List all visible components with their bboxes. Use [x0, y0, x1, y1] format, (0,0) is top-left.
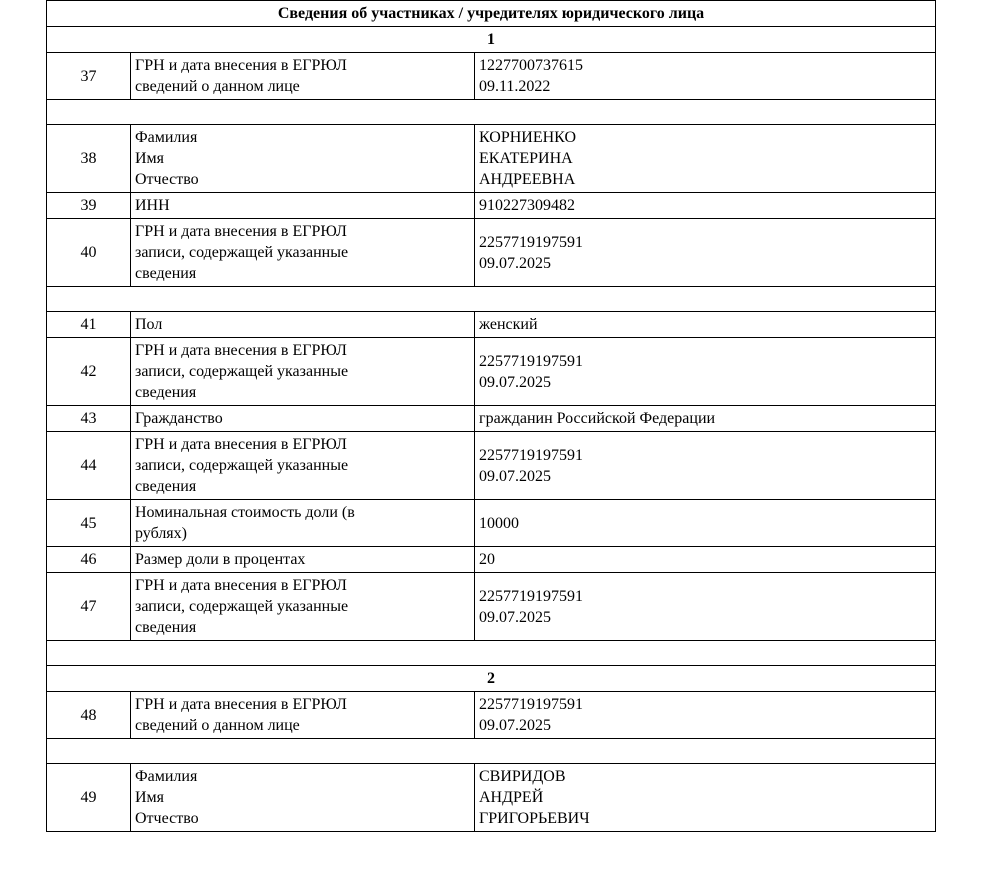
row-label: [131, 573, 475, 641]
row-label: [131, 500, 475, 547]
label-line: ГРН и дата внесения в ЕГРЮЛ: [135, 57, 347, 74]
label-line: ГРН и дата внесения в ЕГРЮЛ: [135, 577, 347, 594]
spacer-cell: [47, 641, 936, 666]
value-line: женский: [479, 316, 538, 333]
value-line: 09.11.2022: [479, 78, 551, 95]
row-number: 38: [47, 125, 131, 193]
label-line: записи, содержащей указанные: [135, 598, 349, 615]
row-number: 37: [47, 53, 131, 100]
row-value: [475, 406, 936, 432]
section-row: [47, 666, 936, 692]
row-label: [131, 406, 475, 432]
row-value: [475, 193, 936, 219]
label-line: ИНН: [135, 197, 170, 214]
value-line: 2257719197591: [479, 233, 583, 251]
row-value: [475, 125, 936, 193]
table-row: [47, 547, 936, 573]
row-number: 45: [47, 500, 131, 547]
label-line: ГРН и дата внесения в ЕГРЮЛ: [135, 342, 347, 359]
table-row: [47, 432, 936, 500]
label-line: Имя: [135, 789, 165, 806]
row-number: 43: [47, 406, 131, 432]
value-line: 09.07.2025: [479, 608, 551, 626]
label-line: сведения: [135, 478, 197, 495]
label-line: сведений о данном лице: [135, 78, 300, 95]
row-value: [475, 432, 936, 500]
row-label: [131, 312, 475, 338]
row-label: [131, 125, 475, 193]
title-row: [47, 1, 936, 27]
row-value: [475, 500, 936, 547]
table-row: [47, 406, 936, 432]
table-row: [47, 193, 936, 219]
label-line: записи, содержащей указанные: [135, 457, 349, 474]
value-line: гражданин Российской Федерации: [479, 410, 716, 427]
label-line: сведений о данном лице: [135, 717, 300, 734]
table-row: [47, 692, 936, 739]
label-line: сведения: [135, 265, 197, 282]
label-line: сведения: [135, 619, 197, 636]
section-row: [47, 27, 936, 53]
table-row: [47, 53, 936, 100]
spacer-cell: [47, 100, 936, 125]
value-line: ГРИГОРЬЕВИЧ: [479, 810, 590, 827]
table-row: [47, 219, 936, 287]
row-label: [131, 193, 475, 219]
row-value: [475, 547, 936, 573]
value-line: ЕКАТЕРИНА: [479, 150, 573, 167]
row-number: 48: [47, 692, 131, 739]
value-line: СВИРИДОВ: [479, 768, 566, 785]
row-label: [131, 338, 475, 406]
value-line: 10000: [479, 514, 519, 532]
spacer-row: [47, 739, 936, 764]
label-line: рублях): [135, 525, 187, 542]
value-line: 910227309482: [479, 197, 575, 214]
row-number: 39: [47, 193, 131, 219]
value-line: 2257719197591: [479, 587, 583, 605]
label-line: Пол: [135, 316, 163, 333]
value-line: 09.07.2025: [479, 717, 551, 734]
spacer-cell: [47, 739, 936, 764]
row-label: [131, 764, 475, 832]
label-line: ГРН и дата внесения в ЕГРЮЛ: [135, 436, 347, 453]
row-number: 46: [47, 547, 131, 573]
table-row: [47, 573, 936, 641]
value-line: 09.07.2025: [479, 254, 551, 272]
value-line: 09.07.2025: [479, 373, 551, 391]
label-line: сведения: [135, 384, 197, 401]
table-row: [47, 338, 936, 406]
row-value: [475, 764, 936, 832]
row-value: [475, 219, 936, 287]
row-value: [475, 53, 936, 100]
value-line: 2257719197591: [479, 696, 583, 713]
label-line: Отчество: [135, 810, 199, 827]
value-line: АНДРЕЙ: [479, 789, 544, 806]
row-label: [131, 547, 475, 573]
label-line: Фамилия: [135, 768, 198, 785]
label-line: Гражданство: [135, 410, 223, 427]
founders-table-body: [47, 1, 936, 832]
row-value: [475, 692, 936, 739]
label-line: ГРН и дата внесения в ЕГРЮЛ: [135, 696, 347, 713]
row-number: 47: [47, 573, 131, 641]
row-value: [475, 312, 936, 338]
value-line: 20: [479, 551, 495, 568]
spacer-cell: [47, 287, 936, 312]
value-line: 1227700737615: [479, 57, 583, 74]
spacer-row: [47, 100, 936, 125]
label-line: Фамилия: [135, 129, 198, 146]
row-label: [131, 53, 475, 100]
founders-table: [46, 0, 936, 832]
row-label: [131, 219, 475, 287]
label-line: Отчество: [135, 171, 199, 188]
label-line: Размер доли в процентах: [135, 551, 306, 568]
row-number: 40: [47, 219, 131, 287]
value-line: 2257719197591: [479, 352, 583, 370]
table-row: [47, 312, 936, 338]
label-line: Имя: [135, 150, 165, 167]
spacer-row: [47, 641, 936, 666]
label-line: записи, содержащей указанные: [135, 363, 349, 380]
table-row: [47, 764, 936, 832]
value-line: АНДРЕЕВНА: [479, 171, 576, 188]
section-number: 1: [47, 27, 936, 53]
section-number: 2: [47, 666, 936, 692]
row-value: [475, 573, 936, 641]
label-line: записи, содержащей указанные: [135, 244, 349, 261]
row-number: 41: [47, 312, 131, 338]
row-label: [131, 432, 475, 500]
row-number: 42: [47, 338, 131, 406]
value-line: 09.07.2025: [479, 467, 551, 485]
row-number: 44: [47, 432, 131, 500]
label-line: Номинальная стоимость доли (в: [135, 504, 355, 521]
value-line: КОРНИЕНКО: [479, 129, 576, 146]
table-row: [47, 500, 936, 547]
row-value: [475, 338, 936, 406]
table-title: Сведения об участниках / учредителях юридического лица: [47, 1, 936, 27]
spacer-row: [47, 287, 936, 312]
value-line: 2257719197591: [479, 446, 583, 464]
row-label: [131, 692, 475, 739]
label-line: ГРН и дата внесения в ЕГРЮЛ: [135, 223, 347, 240]
table-row: [47, 125, 936, 193]
row-number: 49: [47, 764, 131, 832]
